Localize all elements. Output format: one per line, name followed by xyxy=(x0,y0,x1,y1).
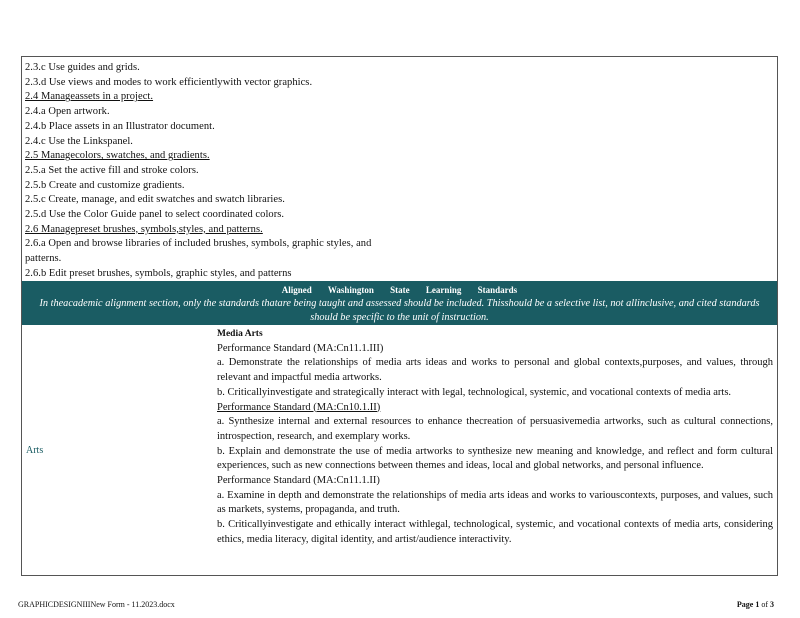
course-framework-table xyxy=(21,56,778,576)
aligned-standards-note: In theacademic alignment section, only the standards thatare being taught and assessed should be included. Thisshould be a selective list, not allinclusive, and cited standards should be specific to the unit of instruction. xyxy=(39,298,760,323)
page-prefix: Page xyxy=(736,600,754,609)
skill-line: 2.4.c Use the Linkspanel. xyxy=(25,135,133,147)
skill-heading: 2.4 Manageassets in a project. xyxy=(25,91,154,103)
skill-line: 2.3.d Use views and modes to work efficientlywith vector graphics. xyxy=(25,76,313,88)
skill-line: 2.5.b Create and customize gradients. xyxy=(25,179,185,191)
skill-line: 2.6.a Open and browse libraries of included brushes, symbols, graphic styles, and patterns. xyxy=(25,238,372,265)
page-total: 3 xyxy=(770,600,774,609)
page-current: 1 xyxy=(755,600,760,609)
skill-line: 2.4.a Open artwork. xyxy=(25,106,110,118)
skill-line: 2.6.b Edit preset brushes, symbols, graphic styles, and patterns xyxy=(25,267,292,279)
aligned-standards-header xyxy=(22,281,777,325)
standards-list xyxy=(217,327,773,548)
page-of: of xyxy=(761,600,768,609)
standard-item: b. Criticallyinvestigate and ethically interact withlegal, technological, systemic, and vocational contexts of media arts, considering ethics, media literacy, digital identity, and artist/audience interactivity. xyxy=(217,519,773,545)
skills-list xyxy=(25,61,625,282)
standard-item: a. Synthesize internal and external resources to enhance thecreation of persuasivemedia artworks, such as cultural connections, introspection, research, and exemplary works. xyxy=(217,416,773,442)
footer-page-number xyxy=(737,600,774,609)
standard-item: a. Examine in depth and demonstrate the relationships of media arts ideas and works to variouscontexts, purposes, and values, such as markets, systems, propaganda, and truth. xyxy=(217,489,773,516)
arts-subject-label: Arts xyxy=(26,445,44,456)
skill-line: 2.4.b Place assets in an Illustrator document. xyxy=(25,120,215,132)
skill-line: 2.5.a Set the active fill and stroke colors. xyxy=(25,164,199,176)
skill-heading: 2.5 Managecolors, swatches, and gradients. xyxy=(25,150,210,162)
skill-line: 2.3.c Use guides and grids. xyxy=(25,62,140,73)
skill-line: 2.5.d Use the Color Guide panel to select coordinated colors. xyxy=(25,209,285,221)
skill-line: 2.5.c Create, manage, and edit swatches and swatch libraries. xyxy=(25,194,285,206)
standards-title: Media Arts xyxy=(217,329,263,339)
performance-standard: Performance Standard (MA:Cn10.1.II) xyxy=(217,401,381,413)
standard-item: b. Explain and demonstrate the use of media artworks to synthesize new meaning and knowledge, and reflect and form cultural experiences, such as new connections between themes and ideas, local and global networks, and personal influence. xyxy=(217,445,773,472)
standard-item: b. Criticallyinvestigate and strategically interact with legal, technological, systemic, and vocational contexts of media arts. xyxy=(217,386,732,398)
skill-heading: 2.6 Managepreset brushes, symbols,styles, and patterns. xyxy=(25,223,263,235)
performance-standard: Performance Standard (MA:Cn11.1.II) xyxy=(217,475,380,487)
standard-item: a. Demonstrate the relationships of media arts ideas and works to personal and global contexts,purposes, and values, through relevant and impactful media artworks. xyxy=(217,357,773,384)
performance-standard: Performance Standard (MA:Cn11.1.III) xyxy=(217,342,384,354)
footer-filename: GRAPHICDESIGNIIINew Form - 11.2023.docx xyxy=(18,600,175,609)
aligned-standards-title: Aligned Washington State Learning Standards xyxy=(281,285,518,295)
